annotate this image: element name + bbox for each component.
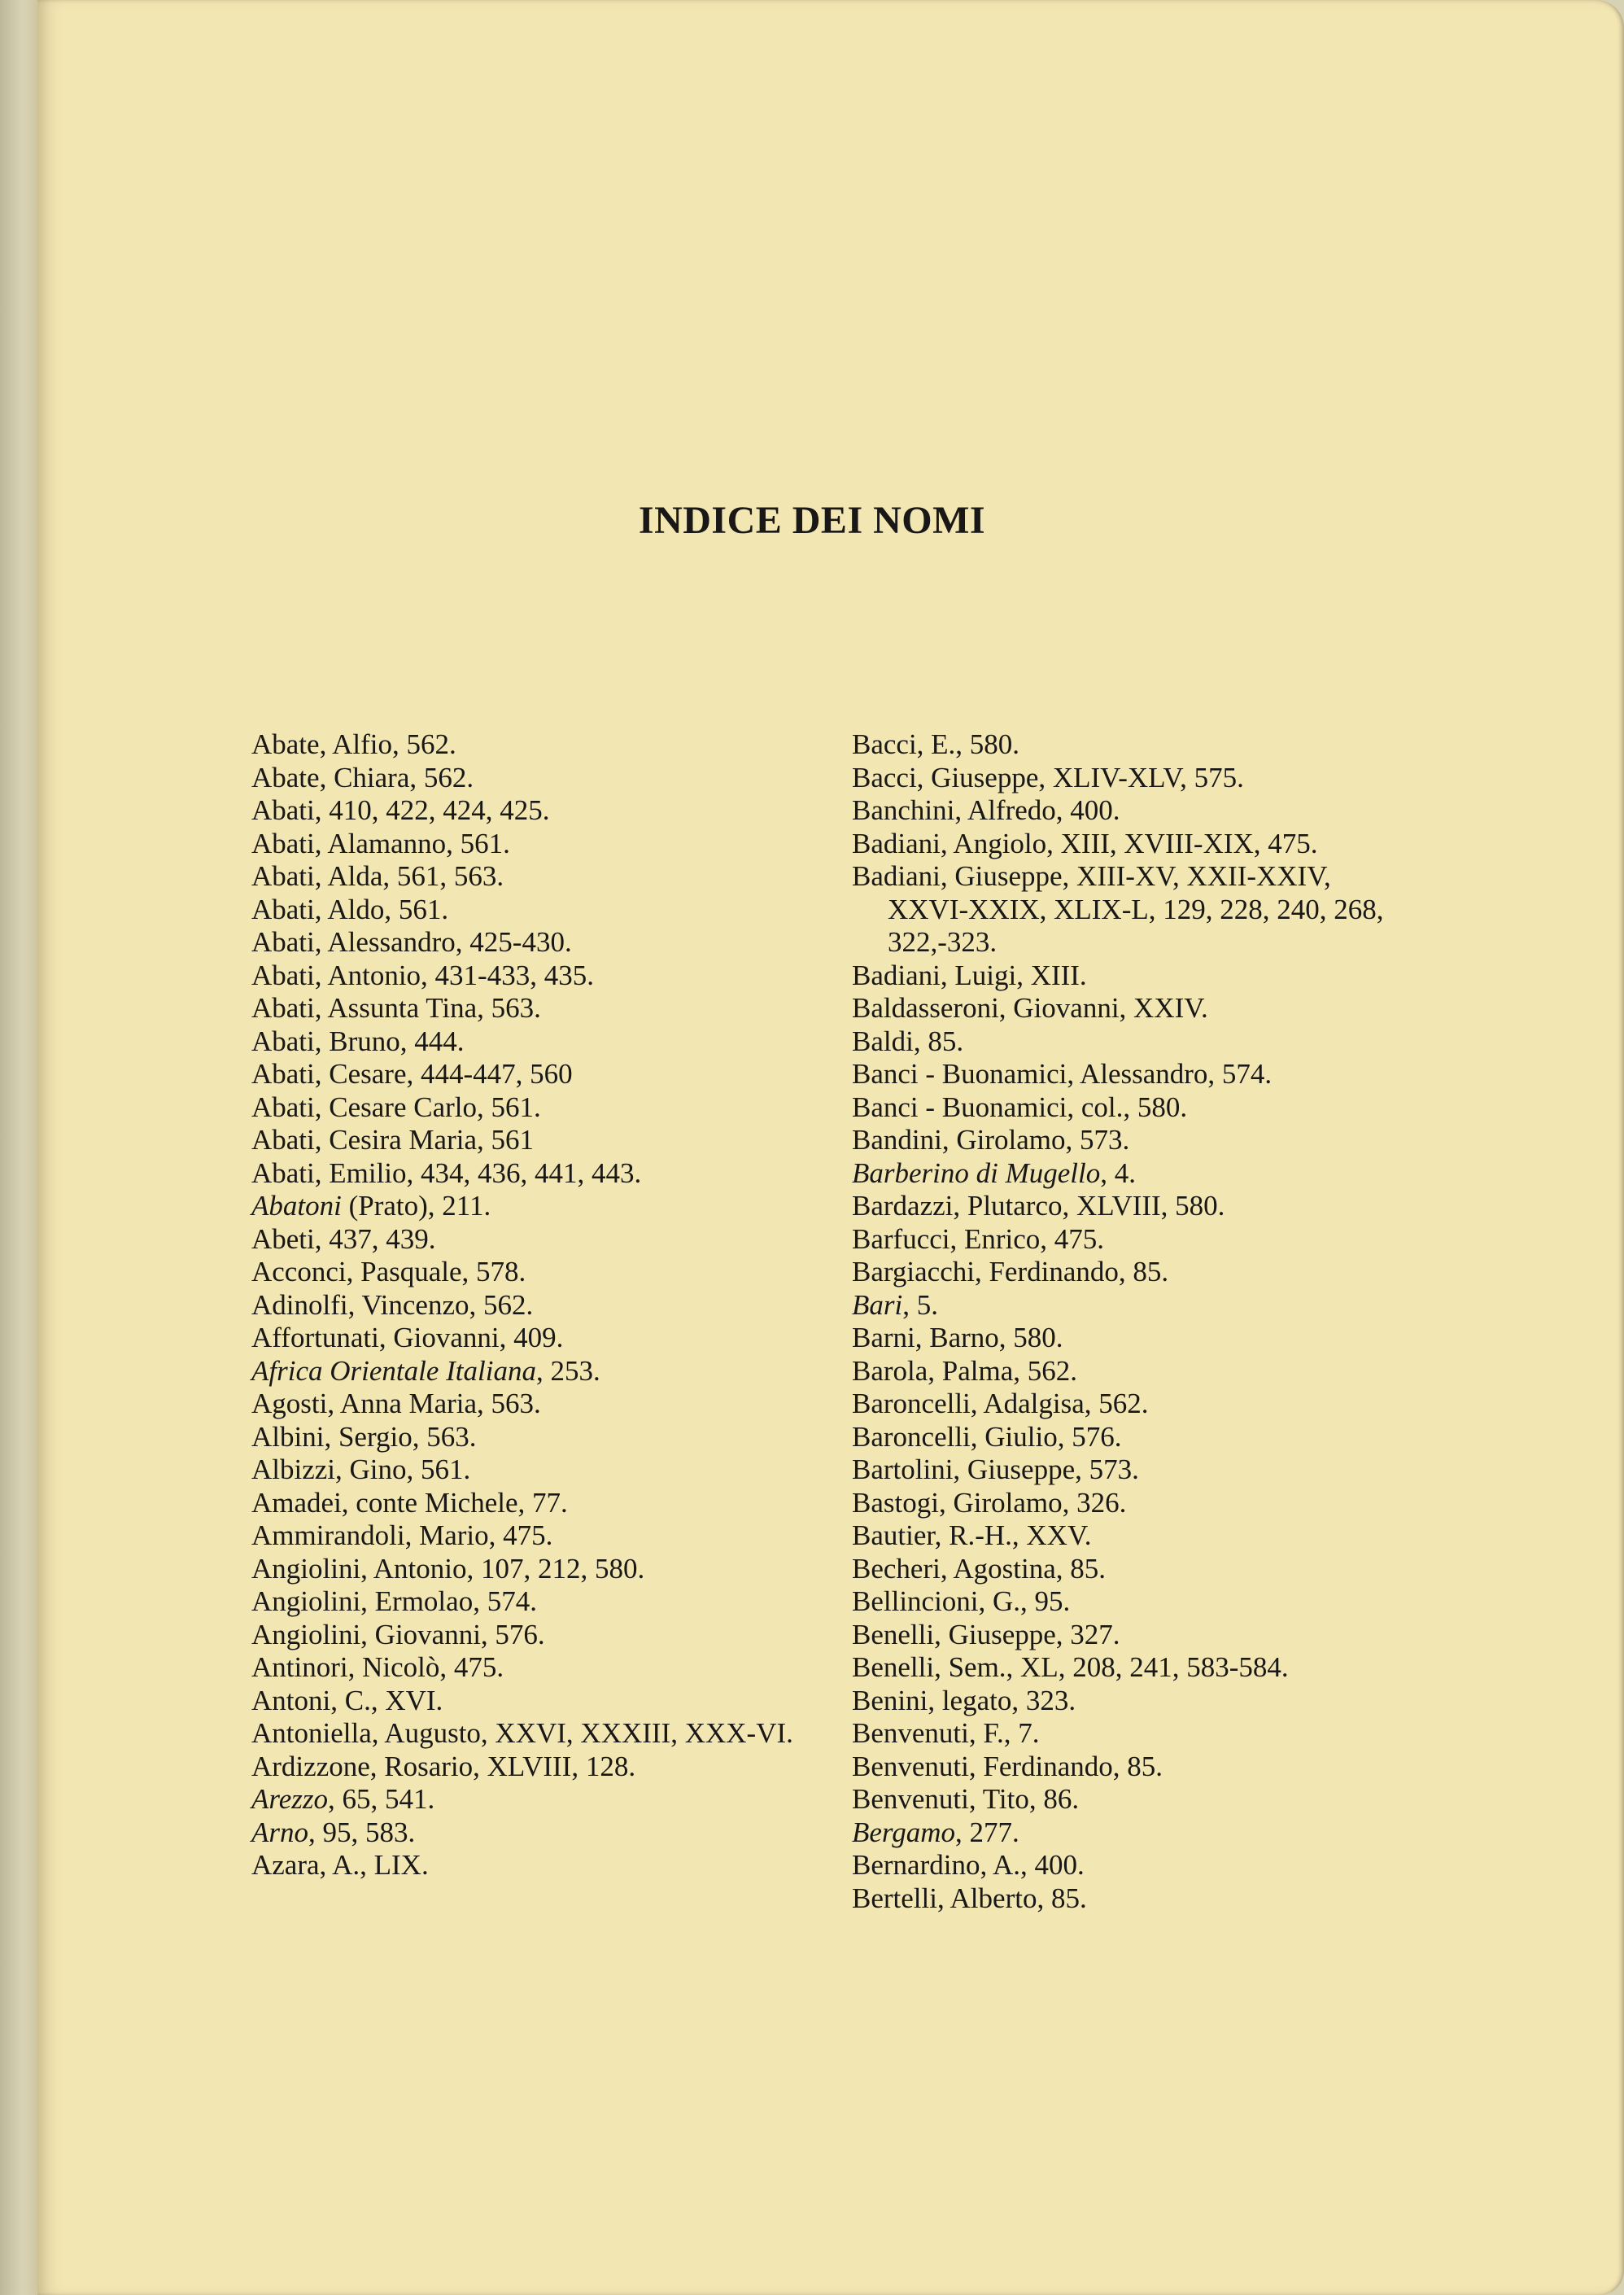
index-entry	[852, 1487, 1413, 1520]
index-entry-text: Abeti, 437, 439.	[251, 1222, 436, 1255]
index-entry	[852, 1585, 1413, 1619]
index-entry-text: Bernardino, A., 400.	[852, 1849, 1085, 1881]
index-entry	[852, 960, 1413, 993]
index-entry-text: Albini, Sergio, 563.	[251, 1420, 477, 1453]
index-entry	[852, 1388, 1413, 1421]
index-entry-place: Arezzo	[251, 1783, 328, 1815]
index-entry	[251, 1157, 837, 1191]
index-entry-text: , 4.	[1100, 1156, 1136, 1189]
index-entry-place: Bergamo	[852, 1816, 956, 1848]
index-entry	[852, 1651, 1413, 1685]
index-entry-text: Angiolini, Ermolao, 574.	[251, 1585, 537, 1617]
index-entry	[852, 1783, 1413, 1816]
index-entry-text: , 5.	[902, 1288, 938, 1321]
index-entry	[251, 1256, 837, 1289]
index-entry-text: Abati, Emilio, 434, 436, 441, 443.	[251, 1156, 642, 1189]
index-entry	[852, 1223, 1413, 1257]
index-entry	[251, 1058, 837, 1091]
index-entry-text: Antoniella, Augusto, XXVI, XXXIII, XXX-VI.	[251, 1717, 793, 1749]
index-entry	[852, 1882, 1413, 1916]
index-entry	[251, 1619, 837, 1652]
index-entry-text: Barola, Palma, 562.	[852, 1354, 1078, 1387]
index-entry-text: Baroncelli, Adalgisa, 562.	[852, 1388, 1149, 1419]
index-entry-text: Bartolini, Giuseppe, 573.	[852, 1454, 1139, 1485]
index-entry	[251, 1717, 837, 1751]
index-entry-text: Abati, Assunta Tina, 563.	[251, 992, 541, 1024]
index-entry-text: Benini, legato, 323.	[852, 1684, 1076, 1716]
index-entry-text: Baldi, 85.	[852, 1025, 964, 1057]
index-entry-text: Abate, Alfio, 562.	[251, 728, 456, 760]
index-entry-place: Bari	[852, 1288, 903, 1321]
index-entry-text: Abati, Aldo, 561.	[251, 893, 449, 925]
index-entry	[251, 926, 837, 960]
index-entry	[852, 1717, 1413, 1751]
index-column-left	[251, 728, 837, 1882]
index-entry	[852, 1256, 1413, 1289]
index-entry	[251, 728, 837, 762]
index-entry-text: Barni, Barno, 580.	[852, 1322, 1063, 1353]
index-entry-text: Benvenuti, F., 7.	[852, 1717, 1040, 1749]
index-entry-text: Abati, 410, 422, 424, 425.	[251, 794, 550, 826]
index-entry-text: Becheri, Agostina, 85.	[852, 1552, 1107, 1585]
index-entry	[251, 1421, 837, 1454]
index-entry	[852, 1519, 1413, 1553]
index-entry-text: Benelli, Giuseppe, 327.	[852, 1618, 1120, 1650]
index-entry-text: Banci - Buonamici, Alessandro, 574.	[852, 1058, 1273, 1090]
index-entry-text: Badiani, Luigi, XIII.	[852, 959, 1087, 991]
index-entry-text: Bellincioni, G., 95.	[852, 1585, 1071, 1617]
index-entry	[251, 1124, 837, 1157]
index-entry-text: Abate, Chiara, 562.	[251, 761, 474, 793]
index-entry-text: Ardizzone, Rosario, XLVIII, 128.	[251, 1750, 636, 1782]
index-entry-text: Banci - Buonamici, col., 580.	[852, 1091, 1188, 1123]
index-entry	[251, 828, 837, 861]
index-entry	[852, 794, 1413, 828]
index-entry	[251, 1454, 837, 1487]
index-entry	[852, 1025, 1413, 1059]
index-entry	[852, 1124, 1413, 1157]
index-entry-text: Azara, A., LIX.	[251, 1849, 429, 1881]
index-entry	[251, 1585, 837, 1619]
index-entry	[852, 762, 1413, 795]
index-entry-text: Ammirandoli, Mario, 475.	[251, 1519, 553, 1551]
index-entry-text: Baldasseroni, Giovanni, XXIV.	[852, 992, 1208, 1024]
index-entry-text: Adinolfi, Vincenzo, 562.	[251, 1288, 534, 1321]
index-entry	[852, 1849, 1413, 1882]
index-entry-text: Albizzi, Gino, 561.	[251, 1454, 471, 1485]
index-entry-text: Bautier, R.-H., XXV.	[852, 1519, 1092, 1551]
index-entry-text: Affortunati, Giovanni, 409.	[251, 1322, 564, 1353]
index-entry	[251, 960, 837, 993]
index-entry	[852, 828, 1413, 861]
index-entry	[251, 1025, 837, 1059]
index-entry-text: Bacci, Giuseppe, XLIV-XLV, 575.	[852, 761, 1244, 793]
index-entry	[251, 1519, 837, 1553]
index-column-right	[852, 728, 1413, 1915]
index-entry-text: Abati, Cesare, 444-447, 560	[251, 1058, 573, 1090]
index-entry	[852, 1619, 1413, 1652]
index-entry-place: Arno	[251, 1816, 308, 1848]
index-entry	[251, 794, 837, 828]
index-entry	[251, 1322, 837, 1355]
index-entry-text: Abati, Alessandro, 425-430.	[251, 926, 572, 958]
index-entry-text: , 253.	[535, 1354, 600, 1387]
index-entry	[852, 1553, 1413, 1586]
index-entry-text: Angiolini, Giovanni, 576.	[251, 1618, 545, 1650]
index-entry	[251, 1816, 837, 1850]
index-entry-text: Antinori, Nicolò, 475.	[251, 1651, 504, 1683]
index-entry	[852, 860, 1413, 960]
index-entry	[251, 1553, 837, 1586]
index-entry-place: Africa Orientale Italiana	[251, 1354, 536, 1387]
index-entry-text: Bandini, Girolamo, 573.	[852, 1124, 1130, 1156]
index-entry-text: Bastogi, Girolamo, 326.	[852, 1486, 1127, 1519]
index-entry	[852, 1454, 1413, 1487]
index-entry	[251, 1223, 837, 1257]
index-entry-text: , 65, 541.	[327, 1783, 435, 1815]
index-entry	[852, 1289, 1413, 1322]
index-entry	[251, 1190, 837, 1223]
index-entry-text: Abati, Cesira Maria, 561	[251, 1124, 534, 1156]
index-entry-text: Abati, Bruno, 444.	[251, 1025, 465, 1057]
index-entry	[852, 728, 1413, 762]
index-entry	[251, 894, 837, 927]
index-entry-place: Barberino di Mugello	[852, 1156, 1101, 1189]
index-entry-text: Acconci, Pasquale, 578.	[251, 1256, 526, 1287]
index-entry	[251, 1289, 837, 1322]
index-entry-text: , 277.	[955, 1816, 1019, 1848]
index-entry-text: Benvenuti, Tito, 86.	[852, 1783, 1080, 1815]
index-entry	[852, 1816, 1413, 1850]
index-entry	[251, 1091, 837, 1125]
index-entry-text: Bardazzi, Plutarco, XLVIII, 580.	[852, 1190, 1225, 1222]
index-entry	[251, 860, 837, 894]
index-entry-text: Banchini, Alfredo, 400.	[852, 794, 1120, 826]
index-entry-text: Baroncelli, Giulio, 576.	[852, 1420, 1122, 1453]
index-entry-text: Bargiacchi, Ferdinando, 85.	[852, 1256, 1169, 1287]
index-entry-text: , 95, 583.	[308, 1816, 416, 1848]
index-entry	[251, 992, 837, 1025]
index-entry-text: Abati, Cesare Carlo, 561.	[251, 1091, 541, 1123]
index-entry-text: Badiani, Giuseppe, XIII-XV, XXII-XXIV, XXVI-XXIX, XLIX-L, 129, 228, 240, 268, 322,-323.	[852, 860, 1384, 958]
index-entry	[251, 1487, 837, 1520]
index-entry-place: Abatoni	[251, 1190, 342, 1222]
index-entry-text: (Prato), 211.	[341, 1190, 491, 1222]
index-entry	[251, 762, 837, 795]
index-entry	[852, 992, 1413, 1025]
page-title: INDICE DEI NOMI	[638, 499, 986, 543]
index-entry	[852, 1685, 1413, 1718]
index-entry-text: Bacci, E., 580.	[852, 728, 1020, 760]
index-entry-text: Antoni, C., XVI.	[251, 1684, 443, 1716]
index-entry	[852, 1157, 1413, 1191]
index-entry	[852, 1190, 1413, 1223]
index-entry	[852, 1322, 1413, 1355]
index-entry-text: Abati, Alamanno, 561.	[251, 827, 510, 859]
index-entry	[251, 1388, 837, 1421]
index-entry	[251, 1751, 837, 1784]
index-entry	[251, 1849, 837, 1882]
index-entry	[852, 1421, 1413, 1454]
index-entry-text: Benelli, Sem., XL, 208, 241, 583-584.	[852, 1651, 1289, 1683]
index-entry	[852, 1355, 1413, 1388]
index-entry	[251, 1651, 837, 1685]
index-entry	[852, 1058, 1413, 1091]
index-entry-text: Abati, Alda, 561, 563.	[251, 860, 504, 892]
index-entry-text: Angiolini, Antonio, 107, 212, 580.	[251, 1552, 645, 1585]
index-entry-text: Barfucci, Enrico, 475.	[852, 1222, 1105, 1255]
index-entry-text: Abati, Antonio, 431-433, 435.	[251, 959, 594, 991]
index-entry	[251, 1355, 837, 1388]
index-entry	[852, 1091, 1413, 1125]
index-entry-text: Bertelli, Alberto, 85.	[852, 1882, 1087, 1914]
index-entry	[852, 1751, 1413, 1784]
index-entry-text: Badiani, Angiolo, XIII, XVIII-XIX, 475.	[852, 827, 1318, 859]
index-entry	[251, 1783, 837, 1816]
index-entry-text: Benvenuti, Ferdinando, 85.	[852, 1750, 1163, 1782]
index-entry	[251, 1685, 837, 1718]
page-binding-edge	[0, 0, 37, 2295]
index-entry-text: Agosti, Anna Maria, 563.	[251, 1388, 541, 1419]
index-entry-text: Amadei, conte Michele, 77.	[251, 1486, 568, 1519]
